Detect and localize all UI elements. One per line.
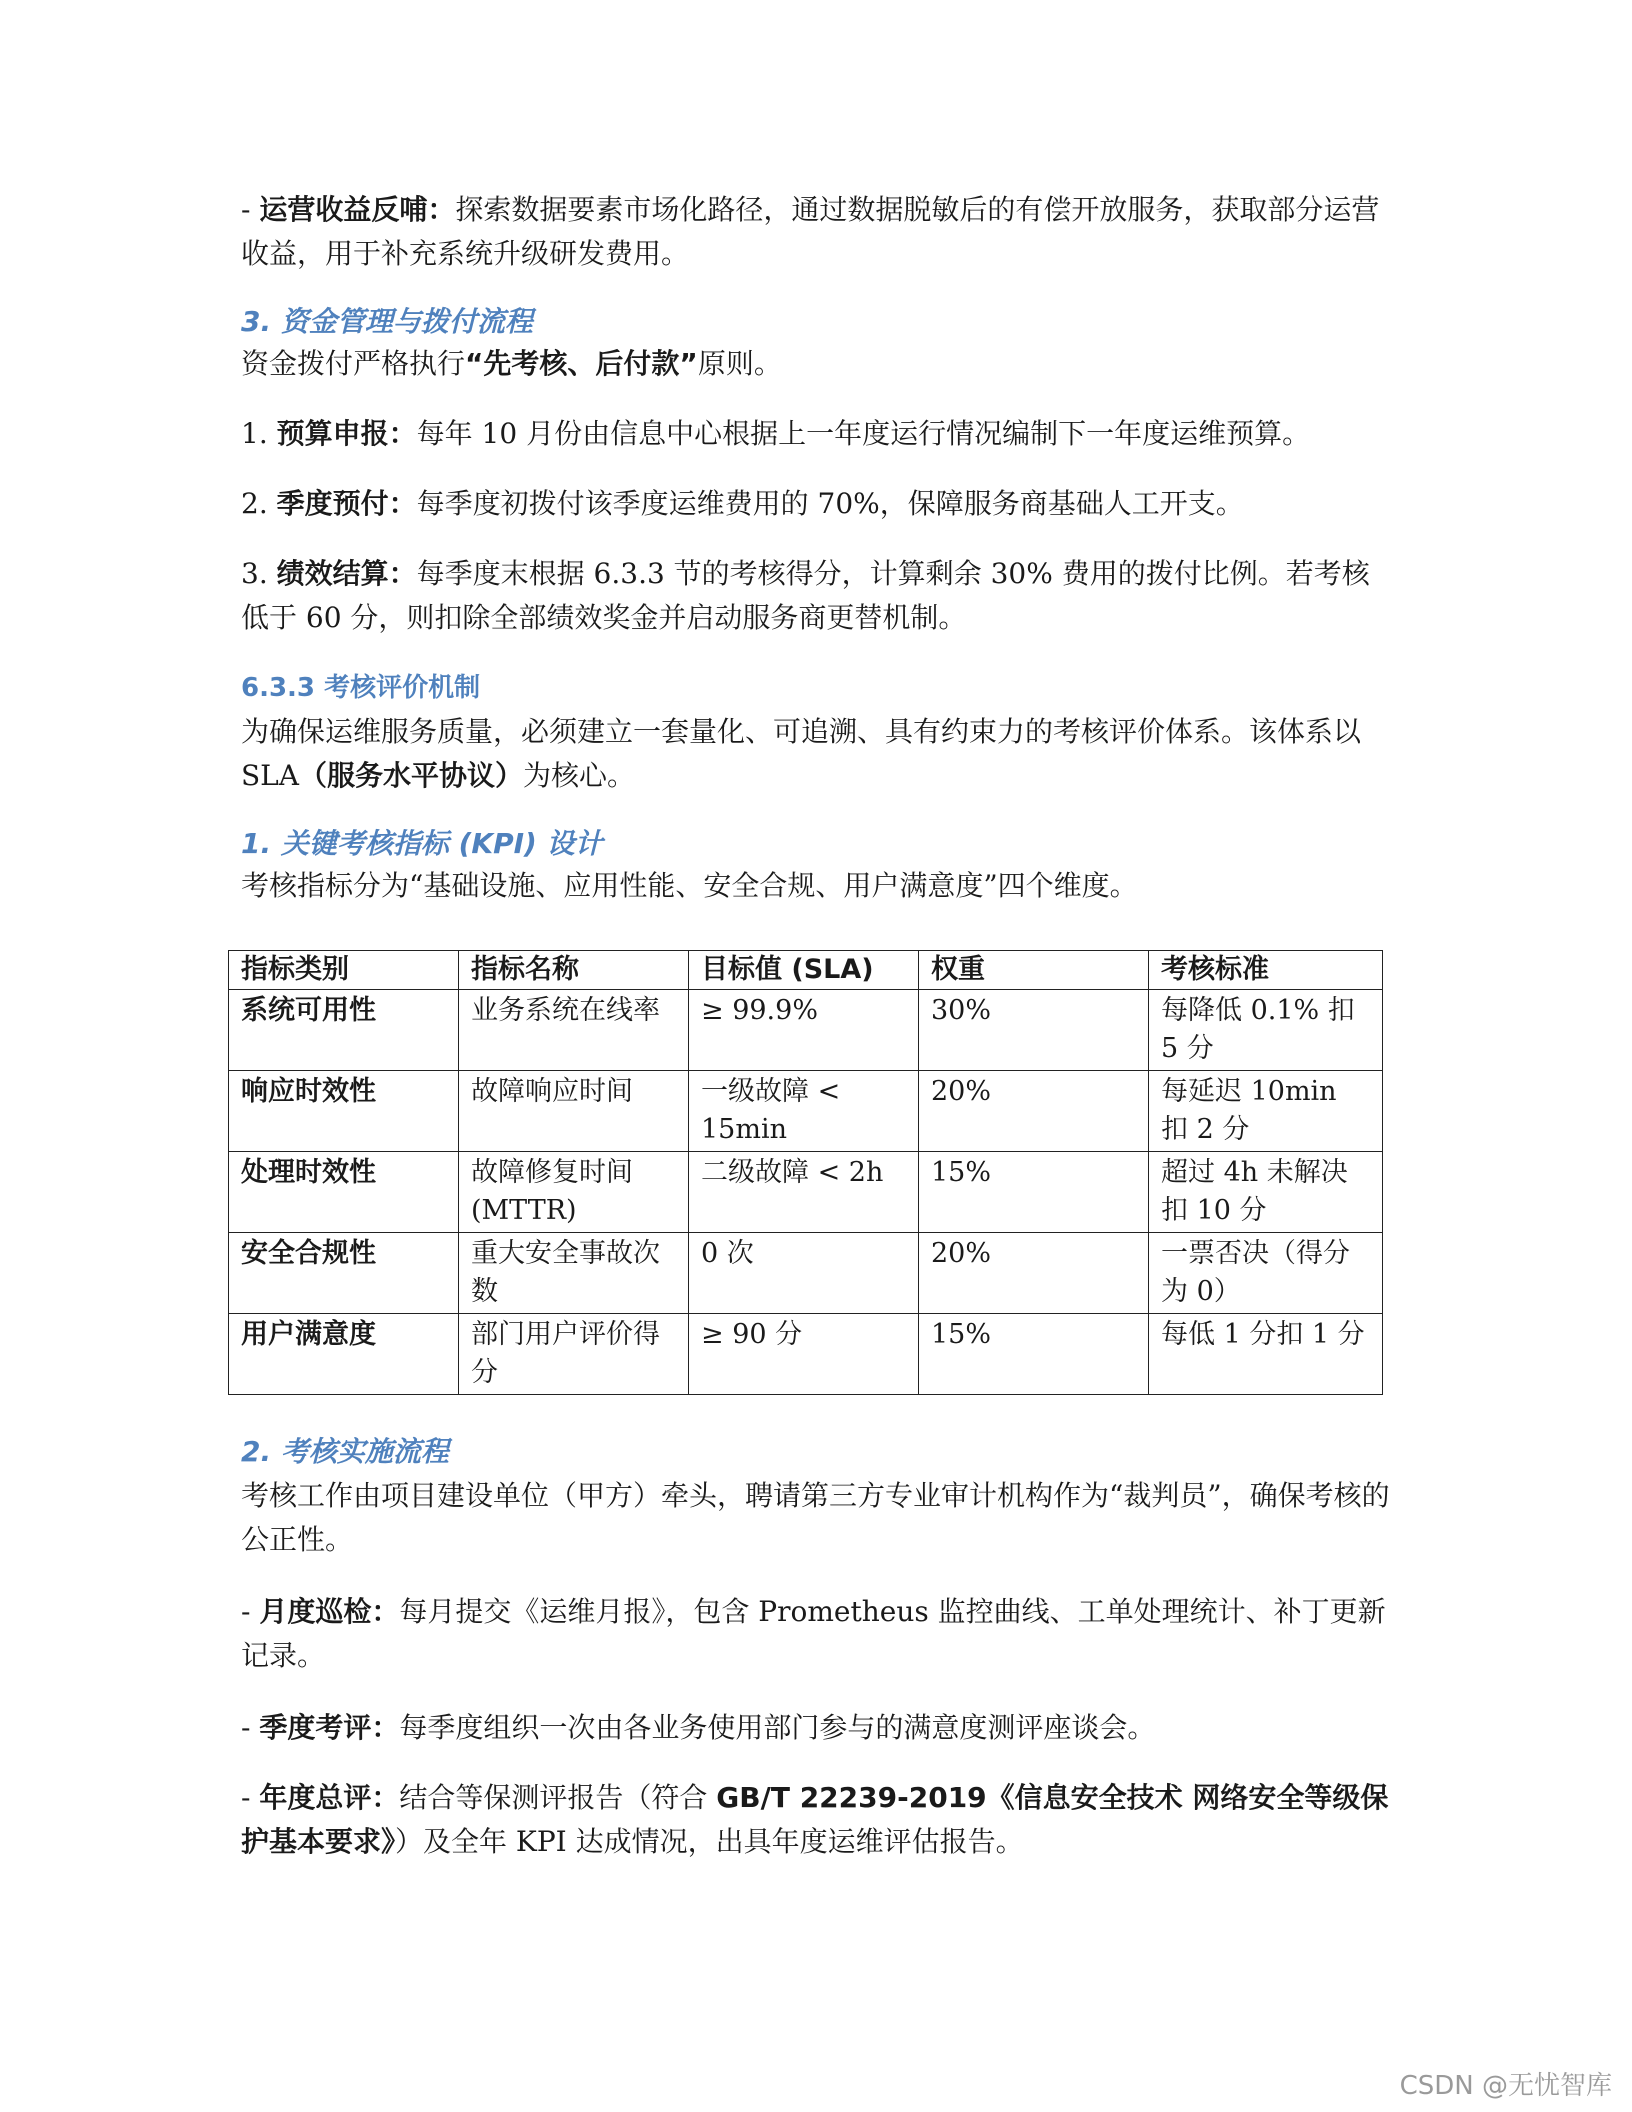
column-header: 目标值 (SLA) xyxy=(689,951,919,990)
table-cell: 每低 1 分扣 1 分 xyxy=(1149,1314,1383,1395)
evaluation-intro xyxy=(241,710,1391,798)
quarterly-text: 每季度组织一次由各业务使用部门参与的满意度测评座谈会。 xyxy=(399,1711,1156,1744)
watermark: CSDN @无忧智库 xyxy=(1399,2071,1612,2101)
bullet-dash: - xyxy=(241,193,260,226)
annual-text-end: ）及全年 KPI 达成情况，出具年度运维评估报告。 xyxy=(395,1825,1024,1858)
table-cell: 超过 4h 未解决扣 10 分 xyxy=(1149,1152,1383,1233)
table-row xyxy=(229,1071,1383,1152)
funding-step-2 xyxy=(241,482,1391,526)
table-cell: 每延迟 10min 扣 2 分 xyxy=(1149,1071,1383,1152)
column-header: 指标类别 xyxy=(229,951,459,990)
monthly-text: 每月提交《运维月报》，包含 Prometheus 监控曲线、工单处理统计、补丁更新记录。 xyxy=(241,1595,1386,1672)
monthly-label: 月度巡检： xyxy=(259,1595,400,1628)
table-cell: 系统可用性 xyxy=(229,990,459,1071)
column-header: 考核标准 xyxy=(1149,951,1383,990)
table-cell: 安全合规性 xyxy=(229,1233,459,1314)
kpi-heading: 1. 关键考核指标 (KPI) 设计 xyxy=(241,827,603,860)
annual-paragraph xyxy=(241,1776,1391,1864)
step-text: 每季度末根据 6.3.3 节的考核得分，计算剩余 30% 费用的拨付比例。若考核低于 60 分，则扣除全部绩效奖金并启动服务商更替机制。 xyxy=(241,557,1370,634)
step-number: 1. xyxy=(241,417,277,450)
evaluation-heading: 6.3.3 考核评价机制 xyxy=(241,673,481,703)
funding-heading: 3. 资金管理与拨付流程 xyxy=(241,305,533,338)
table-cell: 30% xyxy=(919,990,1149,1071)
table-cell: 用户满意度 xyxy=(229,1314,459,1395)
table-row xyxy=(229,990,1383,1071)
annual-label: 年度总评： xyxy=(259,1781,400,1814)
column-header: 权重 xyxy=(919,951,1149,990)
bullet-dash: - xyxy=(241,1595,260,1628)
table-cell: 20% xyxy=(919,1233,1149,1314)
table-cell: 15% xyxy=(919,1314,1149,1395)
table-cell: 每降低 0.1% 扣 5 分 xyxy=(1149,990,1383,1071)
table-header-row xyxy=(229,951,1383,990)
step-text: 每年 10 月份由信息中心根据上一年度运行情况编制下一年度运维预算。 xyxy=(416,417,1311,450)
table-cell: 故障响应时间 xyxy=(459,1071,689,1152)
table-cell: 二级故障 < 2h xyxy=(689,1152,919,1233)
revenue-label: 运营收益反哺： xyxy=(259,193,456,226)
table-cell: 业务系统在线率 xyxy=(459,990,689,1071)
annual-text: 结合等保测评报告（符合 xyxy=(399,1781,717,1814)
evaluation-intro-text: 为确保运维服务质量，必须建立一套量化、可追溯、具有约束力的考核评价体系。该体系以 SLA xyxy=(241,715,1362,792)
step-number: 3. xyxy=(241,557,277,590)
step-label: 预算申报： xyxy=(276,417,417,450)
process-heading: 2. 考核实施流程 xyxy=(241,1435,449,1468)
table-cell: ≥ 99.9% xyxy=(689,990,919,1071)
evaluation-intro-end: 为核心。 xyxy=(523,759,636,792)
table-cell: 0 次 xyxy=(689,1233,919,1314)
bullet-dash: - xyxy=(241,1711,260,1744)
table-row xyxy=(229,1233,1383,1314)
step-number: 2. xyxy=(241,487,277,520)
bullet-dash: - xyxy=(241,1781,260,1814)
kpi-table xyxy=(228,950,1383,1395)
table-cell: 一票否决（得分为 0） xyxy=(1149,1233,1383,1314)
table-cell: 20% xyxy=(919,1071,1149,1152)
table-cell: 部门用户评价得分 xyxy=(459,1314,689,1395)
table-row xyxy=(229,1314,1383,1395)
funding-step-3 xyxy=(241,552,1391,640)
table-cell: 响应时效性 xyxy=(229,1071,459,1152)
table-cell: 处理时效性 xyxy=(229,1152,459,1233)
funding-step-1 xyxy=(241,412,1391,456)
table-cell: 故障修复时间 (MTTR) xyxy=(459,1152,689,1233)
step-label: 绩效结算： xyxy=(276,557,417,590)
funding-intro-text: 资金拨付严格执行 xyxy=(241,347,466,380)
funding-intro-bold: “先考核、后付款” xyxy=(465,347,698,380)
quarterly-paragraph xyxy=(241,1706,1391,1750)
table-cell: 一级故障 < 15min xyxy=(689,1071,919,1152)
funding-intro-end: 原则。 xyxy=(697,347,782,380)
evaluation-intro-bold: （服务水平协议） xyxy=(299,759,524,792)
annual-standard: GB/T 22239-2019《信息安全技术 网络安全等级保护基本要求》 xyxy=(241,1781,1389,1858)
step-text: 每季度初拨付该季度运维费用的 70%，保障服务商基础人工开支。 xyxy=(416,487,1244,520)
table-cell: 15% xyxy=(919,1152,1149,1233)
quarterly-label: 季度考评： xyxy=(259,1711,400,1744)
kpi-intro: 考核指标分为“基础设施、应用性能、安全合规、用户满意度”四个维度。 xyxy=(241,869,1138,902)
monthly-paragraph xyxy=(241,1590,1391,1678)
funding-intro xyxy=(241,342,1391,386)
revenue-text: 探索数据要素市场化路径，通过数据脱敏后的有偿开放服务，获取部分运营收益，用于补充系统升级研发费用。 xyxy=(241,193,1380,270)
process-intro: 考核工作由项目建设单位（甲方）牵头，聘请第三方专业审计机构作为“裁判员”，确保考核的公正性。 xyxy=(241,1479,1390,1556)
table-cell: ≥ 90 分 xyxy=(689,1314,919,1395)
table-row xyxy=(229,1152,1383,1233)
revenue-paragraph xyxy=(241,188,1391,276)
table-cell: 重大安全事故次数 xyxy=(459,1233,689,1314)
step-label: 季度预付： xyxy=(276,487,417,520)
column-header: 指标名称 xyxy=(459,951,689,990)
